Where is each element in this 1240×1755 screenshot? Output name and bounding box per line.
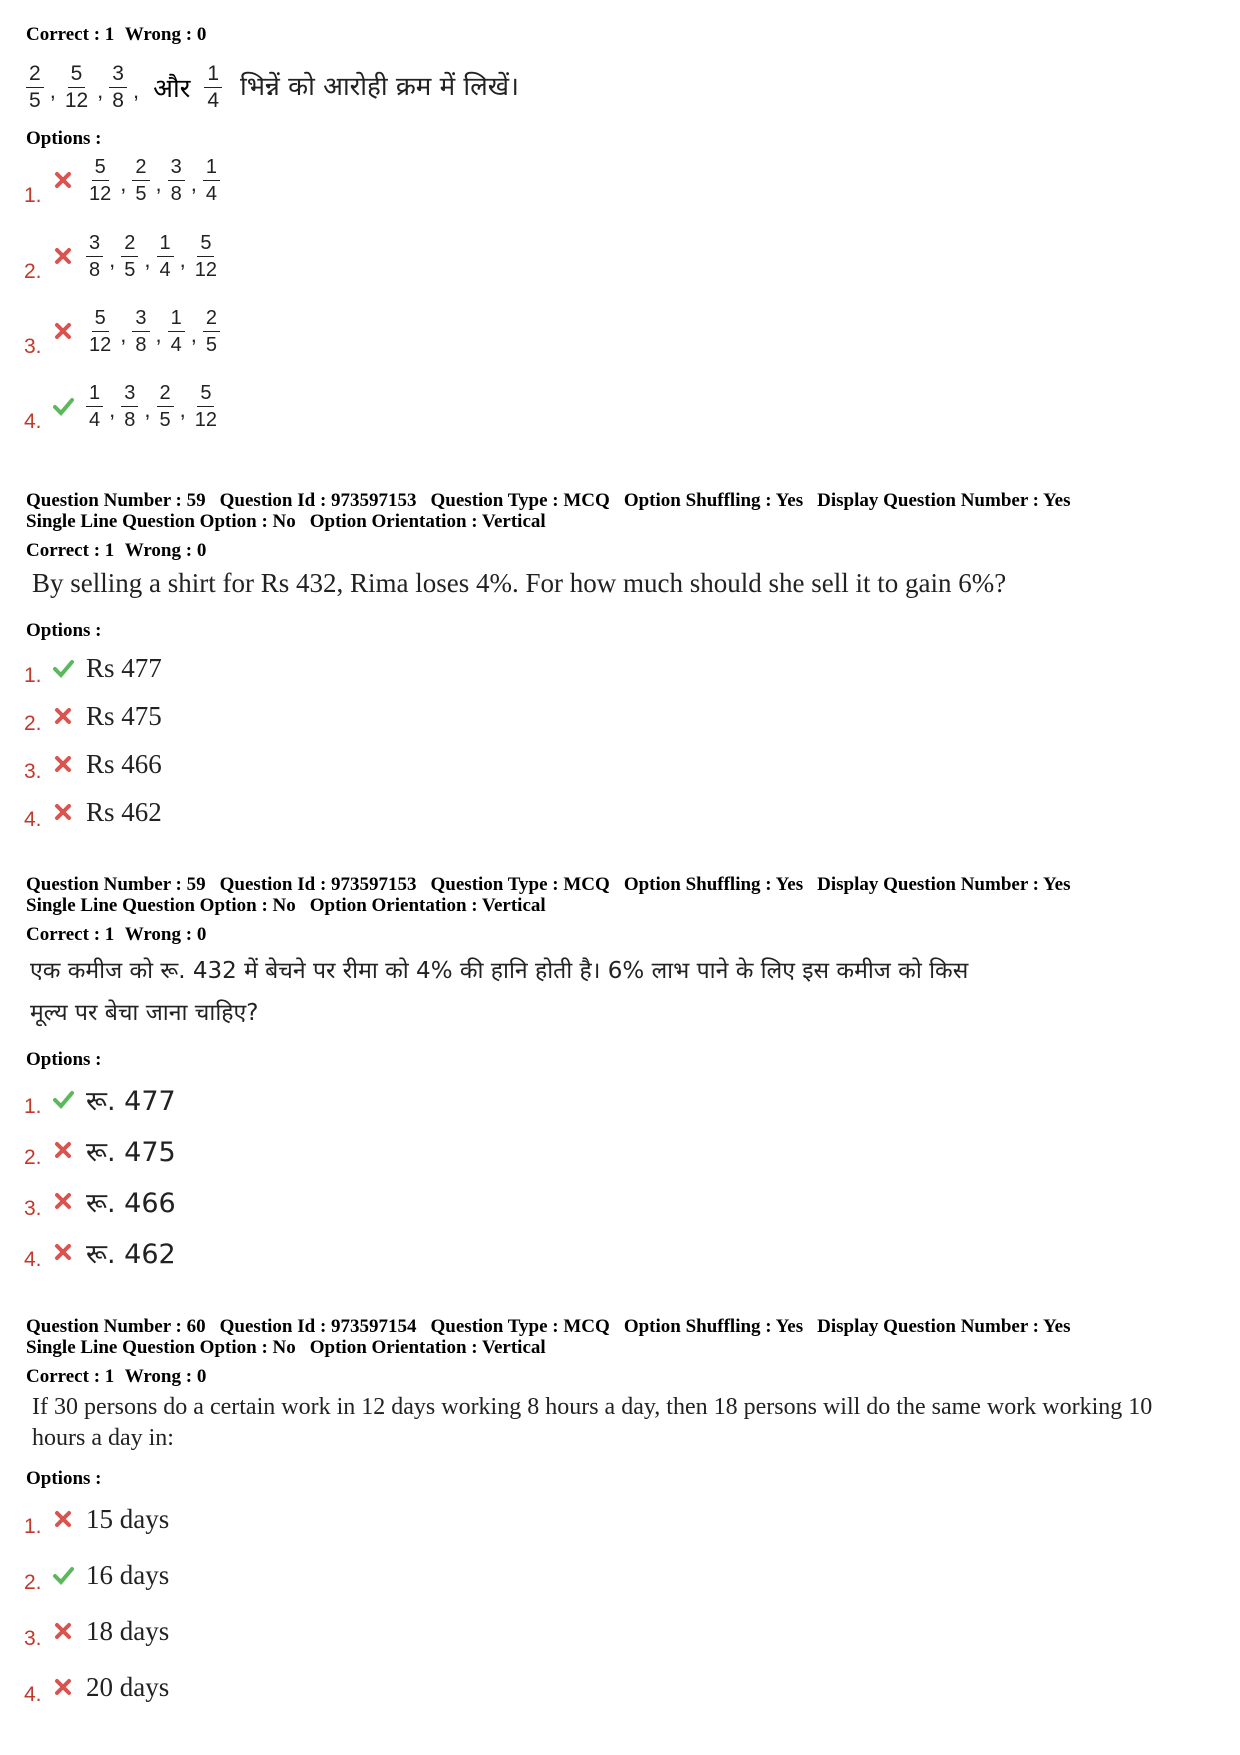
option-number: 1. — [24, 1515, 42, 1538]
numerator: 5 — [197, 232, 214, 257]
cross-icon — [52, 1190, 74, 1212]
option-3 — [24, 744, 162, 784]
meta-field: Question Number : 59 — [26, 874, 206, 895]
meta-field: Single Line Question Option : No — [26, 511, 296, 532]
comma: , — [190, 322, 197, 347]
check-icon — [52, 1088, 74, 1110]
option-1 — [24, 648, 162, 688]
option-text: 16 days — [86, 1559, 170, 1590]
comma: , — [120, 171, 127, 196]
option-number: 2. — [24, 1146, 42, 1169]
option-fractions — [86, 307, 220, 356]
aur-text: और — [153, 74, 191, 104]
cross-icon — [52, 245, 74, 267]
wrong-label: Wrong : 0 — [124, 1366, 207, 1387]
numerator: 1 — [203, 156, 220, 181]
option-text: रू. 462 — [86, 1238, 176, 1270]
options-label: Options : — [26, 1468, 102, 1489]
numerator: 2 — [203, 307, 220, 332]
comma: , — [179, 397, 186, 422]
option-number: 4. — [24, 1683, 42, 1706]
fraction — [168, 156, 185, 205]
denominator: 8 — [124, 408, 136, 431]
q60-score — [26, 1366, 1214, 1388]
q59-score — [26, 540, 1214, 562]
denominator: 4 — [170, 333, 182, 356]
option-text: Rs 477 — [86, 652, 162, 683]
options-label: Options : — [26, 620, 102, 641]
wrong-label: Wrong : 0 — [124, 924, 207, 945]
fraction — [203, 307, 220, 356]
fraction — [86, 307, 114, 356]
meta-field: Question Type : MCQ — [430, 490, 610, 511]
option-number: 4. — [24, 1248, 42, 1271]
cross-icon — [52, 1241, 74, 1263]
option-4 — [24, 1667, 169, 1707]
numerator: 3 — [168, 156, 185, 181]
option-2 — [24, 228, 220, 284]
option-fractions — [86, 156, 220, 205]
meta-line-2 — [26, 511, 1214, 532]
cross-icon — [52, 1139, 74, 1161]
comma: , — [144, 397, 151, 422]
denominator: 5 — [124, 258, 136, 281]
option-number: 2. — [24, 260, 42, 283]
denominator: 12 — [194, 258, 217, 281]
option-text: रू. 475 — [86, 1136, 176, 1168]
fraction — [62, 63, 91, 112]
numerator: 1 — [204, 63, 222, 88]
numerator: 3 — [109, 63, 127, 88]
cross-icon — [52, 1620, 74, 1642]
q60-meta — [26, 1316, 1214, 1358]
comma: , — [49, 78, 56, 103]
question-line-2: hours a day in: — [32, 1425, 174, 1451]
option-3 — [24, 303, 220, 359]
fraction — [168, 307, 185, 356]
fraction — [109, 63, 127, 112]
option-4 — [24, 792, 162, 832]
meta-line-2 — [26, 1337, 1214, 1358]
wrong-label: Wrong : 0 — [124, 540, 207, 561]
cross-icon — [52, 1508, 74, 1530]
denominator: 8 — [89, 258, 101, 281]
option-2 — [24, 1555, 169, 1595]
numerator: 5 — [68, 63, 86, 88]
option-text: 18 days — [86, 1615, 170, 1646]
denominator: 8 — [135, 333, 147, 356]
denominator: 4 — [207, 88, 220, 112]
option-3 — [24, 1181, 176, 1221]
numerator: 1 — [168, 307, 185, 332]
denominator: 12 — [89, 333, 112, 356]
option-text: रू. 466 — [86, 1187, 176, 1219]
numerator: 3 — [86, 232, 103, 257]
fraction — [192, 382, 220, 431]
question-line-2: मूल्य पर बेचा जाना चाहिए? — [30, 1000, 259, 1026]
meta-field: Option Shuffling : Yes — [623, 874, 804, 895]
fraction — [121, 382, 138, 431]
q59-hi-meta — [26, 874, 1214, 916]
denominator: 12 — [64, 88, 89, 112]
comma: , — [97, 78, 104, 103]
cross-icon — [52, 753, 74, 775]
correct-label: Correct : 1 — [26, 24, 115, 45]
question-fractions — [26, 63, 145, 112]
meta-field: Option Shuffling : Yes — [623, 490, 804, 511]
denominator: 8 — [170, 182, 182, 205]
meta-line-1 — [26, 1316, 1214, 1337]
fraction — [157, 382, 174, 431]
option-number: 1. — [24, 1095, 42, 1118]
option-4 — [24, 378, 220, 434]
meta-field: Display Question Number : Yes — [817, 490, 1071, 511]
option-fractions — [86, 382, 220, 431]
numerator: 1 — [157, 232, 174, 257]
option-number: 4. — [24, 410, 42, 433]
denominator: 4 — [205, 182, 217, 205]
numerator: 5 — [197, 382, 214, 407]
options-label: Options : — [26, 1049, 102, 1070]
option-3 — [24, 1611, 169, 1651]
comma: , — [179, 247, 186, 272]
denominator: 8 — [112, 88, 124, 112]
comma: , — [109, 397, 116, 422]
meta-line-1 — [26, 874, 1214, 895]
comma: , — [120, 322, 127, 347]
q59-hi-score — [26, 924, 1214, 946]
meta-field: Display Question Number : Yes — [817, 1316, 1071, 1337]
option-number: 3. — [24, 1197, 42, 1220]
meta-field: Question Id : 973597153 — [219, 490, 417, 511]
option-number: 1. — [24, 664, 42, 687]
cross-icon — [52, 801, 74, 823]
correct-label: Correct : 1 — [26, 540, 115, 561]
comma: , — [132, 78, 140, 103]
option-fractions — [86, 232, 220, 281]
question-text-hindi — [30, 950, 1214, 1034]
numerator: 3 — [121, 382, 138, 407]
option-1 — [24, 1499, 169, 1539]
denominator: 5 — [205, 333, 217, 356]
check-icon — [52, 1564, 74, 1586]
meta-field: Question Type : MCQ — [430, 874, 610, 895]
correct-label: Correct : 1 — [26, 1366, 115, 1387]
correct-label: Correct : 1 — [26, 924, 115, 945]
meta-line-1 — [26, 490, 1214, 511]
fraction — [203, 156, 220, 205]
option-2 — [24, 1130, 176, 1170]
check-icon — [52, 657, 74, 679]
option-4 — [24, 1232, 176, 1272]
option-text: 15 days — [86, 1503, 170, 1534]
comma: , — [155, 322, 162, 347]
numerator: 1 — [86, 382, 103, 407]
meta-field: Single Line Question Option : No — [26, 1337, 296, 1358]
fraction — [157, 232, 174, 281]
question-line-1: If 30 persons do a certain work in 12 days working 8 hours a day, then 18 persons will do the same work working 10 — [32, 1394, 1153, 1420]
numerator: 5 — [92, 156, 109, 181]
option-number: 3. — [24, 335, 42, 358]
cross-icon — [52, 705, 74, 727]
option-number: 4. — [24, 808, 42, 831]
option-text: Rs 462 — [86, 796, 162, 827]
denominator: 5 — [29, 88, 41, 112]
meta-field: Single Line Question Option : No — [26, 895, 296, 916]
option-2 — [24, 696, 162, 736]
numerator: 5 — [92, 307, 109, 332]
comma: , — [155, 171, 162, 196]
cross-icon — [52, 320, 74, 342]
cross-icon — [52, 169, 74, 191]
numerator: 3 — [132, 307, 149, 332]
fraction — [86, 156, 114, 205]
check-icon — [52, 395, 74, 417]
option-1 — [24, 152, 220, 208]
option-number: 3. — [24, 760, 42, 783]
cross-icon — [52, 1676, 74, 1698]
fraction — [204, 63, 222, 112]
denominator: 4 — [159, 258, 171, 281]
meta-field: Option Orientation : Vertical — [309, 511, 546, 532]
options-label: Options : — [26, 128, 102, 149]
option-text: रू. 477 — [86, 1085, 176, 1117]
comma: , — [109, 247, 116, 272]
option-text: Rs 466 — [86, 748, 162, 779]
fraction — [86, 382, 103, 431]
option-number: 2. — [24, 712, 42, 735]
meta-field: Question Number : 60 — [26, 1316, 206, 1337]
option-text: 20 days — [86, 1671, 170, 1702]
question-text — [32, 1392, 1214, 1454]
fraction — [121, 232, 138, 281]
denominator: 5 — [135, 182, 147, 205]
question-text: भिन्नें को आरोही क्रम में लिखें। — [240, 72, 519, 102]
meta-field: Option Shuffling : Yes — [623, 1316, 804, 1337]
option-number: 1. — [24, 184, 42, 207]
q58-score — [26, 24, 1214, 46]
meta-field: Question Type : MCQ — [430, 1316, 610, 1337]
option-1 — [24, 1079, 176, 1119]
comma: , — [144, 247, 151, 272]
meta-field: Question Id : 973597153 — [219, 874, 417, 895]
meta-line-2 — [26, 895, 1214, 916]
numerator: 2 — [132, 156, 149, 181]
meta-field: Option Orientation : Vertical — [309, 1337, 546, 1358]
option-text: Rs 475 — [86, 700, 162, 731]
meta-field: Question Id : 973597154 — [219, 1316, 417, 1337]
denominator: 4 — [89, 408, 101, 431]
question-last-fraction — [204, 63, 222, 112]
option-number: 2. — [24, 1571, 42, 1594]
fraction — [132, 307, 149, 356]
fraction — [26, 63, 44, 112]
meta-field: Display Question Number : Yes — [817, 874, 1071, 895]
option-number: 3. — [24, 1627, 42, 1650]
denominator: 12 — [89, 182, 112, 205]
numerator: 2 — [157, 382, 174, 407]
fraction — [86, 232, 103, 281]
denominator: 12 — [194, 408, 217, 431]
meta-field: Question Number : 59 — [26, 490, 206, 511]
fraction — [132, 156, 149, 205]
q58-question — [26, 56, 1214, 118]
numerator: 2 — [26, 63, 44, 88]
denominator: 5 — [159, 408, 171, 431]
question-line-1: एक कमीज को रू. 432 में बेचने पर रीमा को 4% की हानि होती है। 6% लाभ पाने के लिए इस कमीज को किस — [30, 958, 969, 984]
meta-field: Option Orientation : Vertical — [309, 895, 546, 916]
fraction — [192, 232, 220, 281]
wrong-label: Wrong : 0 — [124, 24, 207, 45]
numerator: 2 — [121, 232, 138, 257]
comma: , — [190, 171, 197, 196]
q59-meta — [26, 490, 1214, 532]
question-text: By selling a shirt for Rs 432, Rima loses 4%. For how much should she sell it to gain 6%? — [32, 568, 1007, 598]
